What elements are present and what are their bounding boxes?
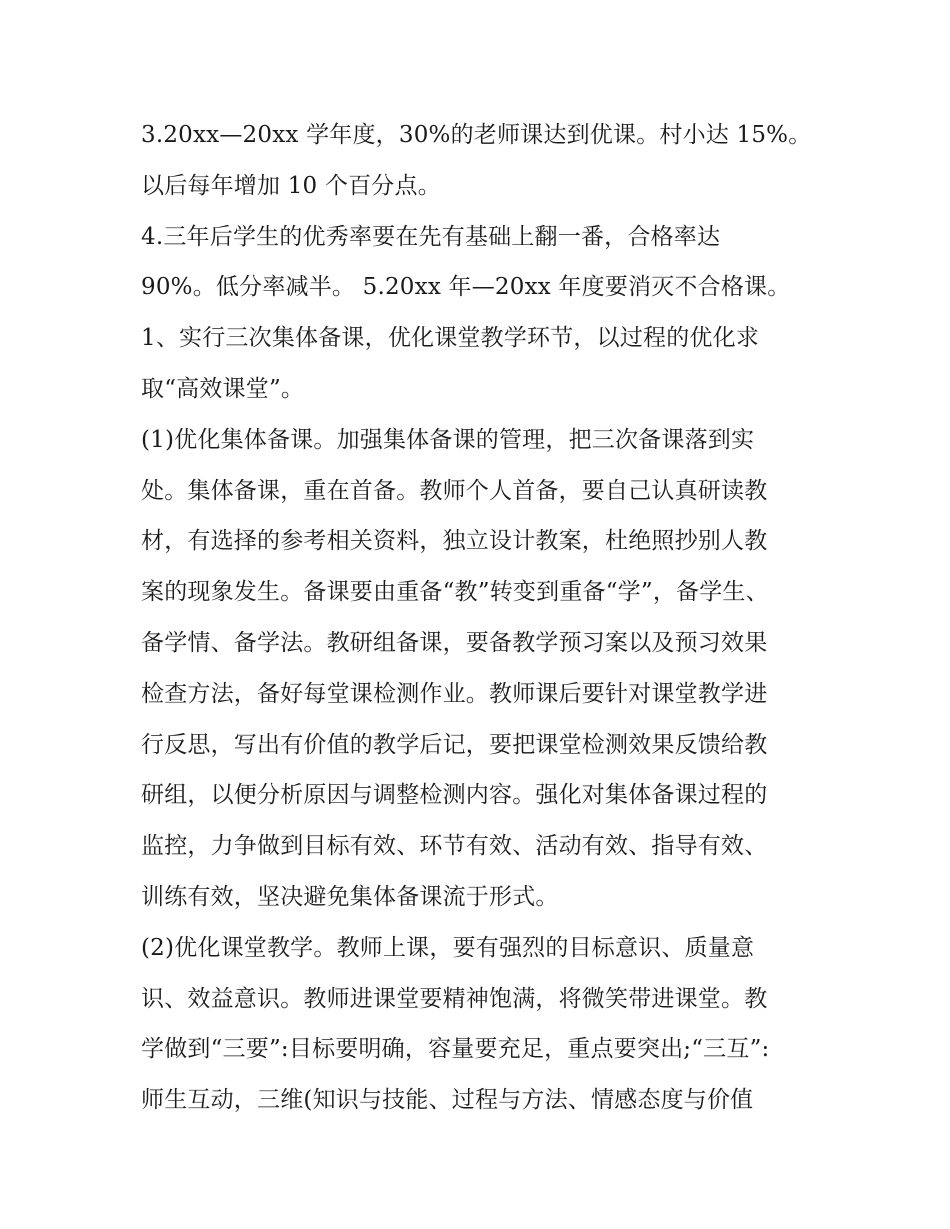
text-line: 1、实行三次集体备课，优化课堂教学环节，以过程的优化求 [141,325,760,352]
text-line: 识、效益意识。教师进课堂要精神饱满，将微笑带进课堂。教 [141,985,768,1012]
text-line: 处。集体备课，重在首备。教师个人首备，要自己认真研读教 [141,477,768,504]
text-line: 学做到“三要”:目标要明确，容量要充足，重点要突出;“三互”: [141,1036,770,1063]
text-line: 90%。低分率减半。 5.20xx 年—20xx 年度要消灭不合格课。 [141,274,791,301]
text-line: 材，有选择的参考相关资料，独立设计教案，杜绝照抄别人教 [141,528,768,555]
text-line: (2)优化课堂教学。教师上课，要有强烈的目标意识、质量意 [141,934,755,961]
text-line: 4.三年后学生的优秀率要在先有基础上翻一番，合格率达 [141,223,721,250]
text-line: 检查方法，备好每堂课检测作业。教师课后要针对课堂教学进 [141,680,768,707]
text-line: 备学情、备学法。教研组备课，要备教学预习案以及预习效果 [141,629,768,656]
text-line: 取“高效课堂”。 [141,375,305,402]
text-line: 3.20xx—20xx 学年度，30%的老师课达到优课。村小达 15%。 [141,122,812,148]
text-line: 以后每年增加 10 个百分点。 [141,172,441,199]
text-line: 监控，力争做到目标有效、环节有效、活动有效、指导有效、 [141,833,768,860]
text-line: 训练有效，坚决避免集体备课流于形式。 [141,883,559,910]
text-line: 研组，以便分析原因与调整检测内容。强化对集体备课过程的 [141,782,768,809]
document-body [141,110,821,1126]
text-line: 行反思，写出有价值的教学后记，要把课堂检测效果反馈给教 [141,731,768,758]
text-line: 师生互动，三维(知识与技能、过程与方法、情感态度与价值 [141,1087,754,1114]
text-line: (1)优化集体备课。加强集体备课的管理，把三次备课落到实 [141,426,755,453]
text-line: 案的现象发生。备课要由重备“教”转变到重备“学”，备学生、 [141,579,769,606]
